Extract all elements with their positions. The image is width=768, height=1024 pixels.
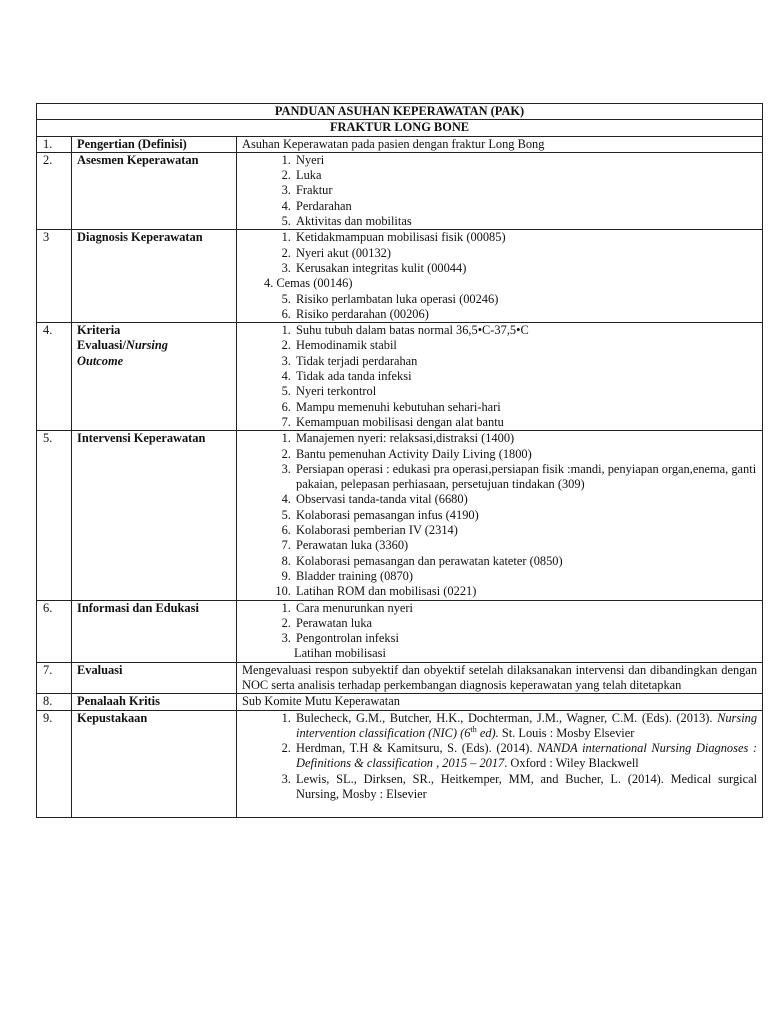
education-list — [242, 601, 757, 647]
reference-item — [294, 772, 757, 803]
outcome-list — [242, 323, 757, 430]
list-item: 1. Suhu tubuh dalam batas normal 36,5•C-37,5•C — [294, 323, 757, 338]
table-row — [37, 710, 763, 818]
label-italic: Nursing — [125, 338, 168, 353]
ref-superscript: th — [470, 724, 477, 734]
title-row — [37, 104, 763, 120]
label-italic: Outcome — [77, 353, 124, 368]
intervention-list — [242, 431, 757, 599]
row-label: Informasi dan Edukasi — [72, 600, 237, 662]
label-line — [77, 354, 231, 369]
reference-item — [294, 711, 757, 742]
table-row — [37, 600, 763, 662]
row-content: Sub Komite Mutu Keperawatan — [237, 694, 763, 710]
row-content — [237, 323, 763, 431]
list-item: 6. Risiko perdarahan (00206) — [294, 307, 757, 322]
row-content: Mengevaluasi respon subyektif dan obyektif setelah dilaksanakan intervensi dan dibandingkan dengan NOC serta analisis terhadap perkembangan diagnosis keperawatan yang telah ditetapkan — [237, 662, 763, 694]
row-number: 1. — [37, 136, 72, 152]
list-item-plain: 4. Cemas (00146) — [264, 276, 353, 291]
list-item: 1. Ketidakmampuan mobilisasi fisik (00085) — [294, 230, 757, 245]
table-row — [37, 323, 763, 431]
row-label: Pengertian (Definisi) — [72, 136, 237, 152]
row-label: Asesmen Keperawatan — [72, 152, 237, 229]
list-item: 6. Kolaborasi pemberian IV (2314) — [294, 523, 757, 538]
row-content — [237, 600, 763, 662]
list-item: 9. Bladder training (0870) — [294, 569, 757, 584]
list-item: 3. Pengontrolan infeksi — [294, 631, 757, 646]
list-item: 6. Mampu memenuhi kebutuhan sehari-hari — [294, 400, 757, 415]
row-label: Evaluasi — [72, 662, 237, 694]
row-content — [237, 152, 763, 229]
row-number: 3 — [37, 230, 72, 323]
list-item: 1. Manajemen nyeri: relaksasi,distraksi (1400) — [294, 431, 757, 446]
ref-text: Herdman, T.H & Kamitsuru, S. (Eds). (2014). — [296, 741, 538, 756]
table-row — [37, 136, 763, 152]
care-guide-table — [36, 103, 763, 818]
list-item: 5. Risiko perlambatan luka operasi (00246) — [294, 292, 757, 307]
list-item: 3. Kerusakan integritas kulit (00044) — [294, 261, 757, 276]
row-number: 8. — [37, 694, 72, 710]
row-number: 9. — [37, 710, 72, 818]
row-number: 4. — [37, 323, 72, 431]
ref-text: St. Louis : Mosby Elsevier — [498, 725, 635, 740]
reference-list — [242, 711, 757, 803]
row-number: 5. — [37, 431, 72, 600]
row-content — [237, 710, 763, 818]
list-item: 2. Bantu pemenuhan Activity Daily Living (1800) — [294, 447, 757, 462]
list-item: 3. Tidak terjadi perdarahan — [294, 354, 757, 369]
list-item: 7. Kemampuan mobilisasi dengan alat bantu — [294, 415, 757, 430]
ref-text: Bulecheck, G.M., Butcher, H.K., Dochterman, J.M., Wagner, C.M. (Eds). (2013). — [296, 710, 718, 725]
assessment-list — [242, 153, 757, 229]
list-item: 4. Perdarahan — [294, 199, 757, 214]
list-item: 4. Tidak ada tanda infeksi — [294, 369, 757, 384]
row-number: 6. — [37, 600, 72, 662]
table-row — [37, 230, 763, 323]
diagnosis-list-continued — [242, 292, 757, 323]
row-number: 2. — [37, 152, 72, 229]
diagnosis-list — [242, 230, 757, 276]
document-subtitle: FRAKTUR LONG BONE — [37, 120, 763, 136]
table-row — [37, 694, 763, 710]
ref-text: Lewis, SL., Dirksen, SR., Heitkemper, MM, and Bucher, L. (2014). Medical surgical Nursing, Mosby : Elsevier — [296, 771, 758, 802]
row-label: Kepustakaan — [72, 710, 237, 818]
list-item-plain: Latihan mobilisasi — [294, 646, 386, 661]
list-item: 2. Luka — [294, 168, 757, 183]
row-content — [237, 431, 763, 600]
list-item: 1. Nyeri — [294, 153, 757, 168]
ref-italic: Nursing intervention classification (NIC) (6 — [296, 710, 758, 740]
list-item: 4. Observasi tanda-tanda vital (6680) — [294, 492, 757, 507]
row-label: Diagnosis Keperawatan — [72, 230, 237, 323]
list-item: 8. Kolaborasi pemasangan dan perawatan kateter (0850) — [294, 554, 757, 569]
document-title: PANDUAN ASUHAN KEPERAWATAN (PAK) — [37, 104, 763, 120]
row-label — [72, 323, 237, 431]
table-row — [37, 152, 763, 229]
list-item: 5. Kolaborasi pemasangan infus (4190) — [294, 508, 757, 523]
row-label: Intervensi Keperawatan — [72, 431, 237, 600]
row-label: Penalaah Kritis — [72, 694, 237, 710]
ref-text: . Oxford : Wiley Blackwell — [504, 756, 639, 771]
row-number: 7. — [37, 662, 72, 694]
reference-item — [294, 741, 757, 772]
label-line — [77, 338, 231, 353]
list-item: 10. Latihan ROM dan mobilisasi (0221) — [294, 584, 757, 599]
list-item: 3. Fraktur — [294, 183, 757, 198]
label-text: Evaluasi/ — [77, 338, 126, 353]
table-row — [37, 431, 763, 600]
list-item: 3. Persiapan operasi : edukasi pra operasi,persiapan fisik :mandi, penyiapan organ,enema, ganti pakaian, pelepasan perhiasaan, persetujuan tindakan (309) — [294, 462, 757, 493]
list-item: 2. Nyeri akut (00132) — [294, 246, 757, 261]
subtitle-row — [37, 120, 763, 136]
ref-italic: NANDA international Nursing Diagnoses : Definitions & classification , 2015 – 2017 — [296, 741, 758, 771]
list-item: 1. Cara menurunkan nyeri — [294, 601, 757, 616]
list-item: 5. Nyeri terkontrol — [294, 384, 757, 399]
row-content — [237, 230, 763, 323]
list-item: 2. Perawatan luka — [294, 616, 757, 631]
list-item: 7. Perawatan luka (3360) — [294, 538, 757, 553]
list-item: 5. Aktivitas dan mobilitas — [294, 214, 757, 229]
ref-italic: ed). — [476, 725, 499, 740]
row-content: Asuhan Keperawatan pada pasien dengan fraktur Long Bong — [237, 136, 763, 152]
label-line: Kriteria — [77, 323, 121, 338]
list-item: 2. Hemodinamik stabil — [294, 338, 757, 353]
table-row — [37, 662, 763, 694]
